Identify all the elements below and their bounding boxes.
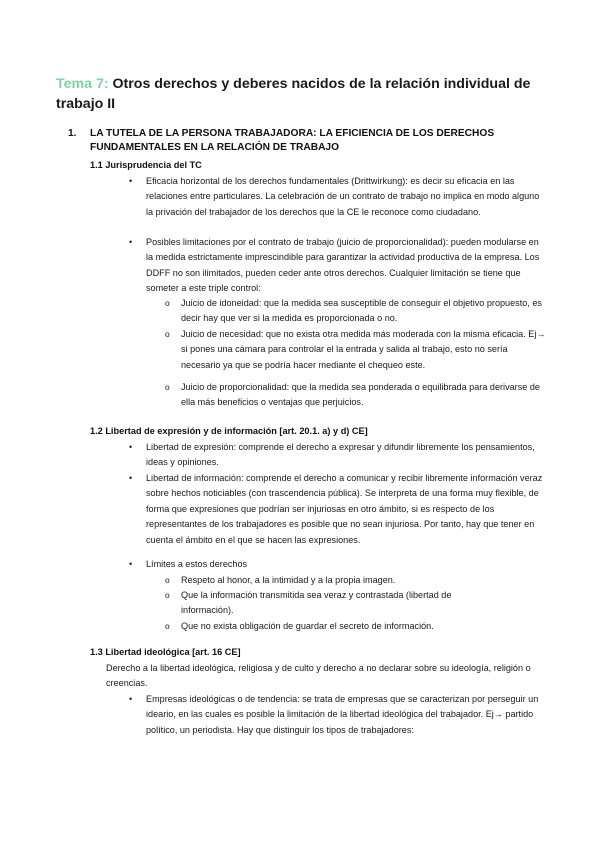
- list-item-text: Empresas ideológicas o de tendencia: se trata de empresas que se caracterizan por perseguir un ideario, en las cuales es posible la limitación de la libertad ideológica del trabajador. Ej→ partido político, un periodista. Hay que distinguir los tipos de trabajadores:: [146, 694, 539, 735]
- list-item: [129, 440, 544, 471]
- list-item-text: Límites a estos derechos: [146, 559, 248, 569]
- sub-list-item-text: Que no exista obligación de guardar el secreto de información.: [181, 621, 434, 631]
- circle-bullet-icon: o: [165, 590, 170, 600]
- list-item: [129, 174, 546, 220]
- subsection-1-2-heading: 1.2 Libertad de expresión y de información [art. 20.1. a) y d) CE]: [90, 426, 368, 436]
- circle-bullet-icon: o: [165, 621, 170, 631]
- sub-list-item-text: Respeto al honor, a la intimidad y a la propia imagen.: [181, 575, 396, 585]
- list-item-text: Libertad de expresión: comprende el derecho a expresar y difundir libremente los pensamientos, ideas y opiniones.: [146, 442, 535, 468]
- circle-bullet-icon: o: [165, 382, 170, 392]
- sub-list-item-text: Juicio de proporcionalidad: que la medida sea ponderada o equilibrada para derivarse de ella más beneficios o ventajas que perjuicios.: [181, 382, 540, 408]
- bullet-icon: •: [129, 559, 133, 569]
- sub-list-item: [165, 619, 546, 634]
- bullet-icon: •: [129, 237, 133, 247]
- title-text: Otros derechos y deberes nacidos de la relación individual de trabajo II: [56, 76, 531, 112]
- section-1-number: 1.: [68, 128, 77, 139]
- sub-list-item: [165, 380, 546, 411]
- sub-list-item-text: Juicio de idoneidad: que la medida sea susceptible de conseguir el objetivo propuesto, es decir hay que ver si la medida es proporcionada o no.: [181, 298, 542, 324]
- sub-list-item: [165, 327, 546, 373]
- list-item: [129, 557, 544, 572]
- circle-bullet-icon: o: [165, 329, 170, 339]
- section-1-title: LA TUTELA DE LA PERSONA TRABAJADORA: LA EFICIENCIA DE LOS DERECHOS FUNDAMENTALES EN LA RELACIÓN DE TRABAJO: [90, 128, 495, 153]
- list-item-text: Posibles limitaciones por el contrato de trabajo (juicio de proporcionalidad): pueden modularse en la medida estrictamente imprescindible para garantizar la actividad productiva de la empresa. Los DDFF no son ilimitados, pueden ceder ante otros derechos. Cualquier limitación se tiene que someter a este triple control:: [146, 237, 540, 294]
- sub-list-item: [165, 573, 546, 588]
- subsection-1-3-intro: Derecho a la libertad ideológica, religiosa y de culto y derecho a no declarar sobre su ideología, religión o creencias.: [106, 663, 531, 689]
- circle-bullet-icon: o: [165, 575, 170, 585]
- sub-list-item: [165, 588, 471, 619]
- bullet-icon: •: [129, 473, 133, 483]
- sub-list-item-text: Juicio de necesidad: que no exista otra medida más moderada con la misma eficacia. Ej→ si pones una cámara para controlar el la entrada y salida al trabajo, esto no sería necesario ya que se podría hacer mediante el chequeo este.: [181, 329, 546, 370]
- list-item: [129, 235, 544, 297]
- subsection-1-1-heading: 1.1 Jurisprudencia del TC: [90, 160, 202, 170]
- tema-label: Tema 7:: [56, 76, 109, 92]
- sub-list-item-text: Que la información transmitida sea veraz y contrastada (libertad de información).: [181, 590, 452, 616]
- circle-bullet-icon: o: [165, 298, 170, 308]
- bullet-icon: •: [129, 176, 133, 186]
- bullet-icon: •: [129, 694, 133, 704]
- sub-list-item: [165, 296, 546, 327]
- list-item-text: Libertad de información: comprende el derecho a comunicar y recibir libremente información veraz sobre hechos noticiables (con trascendencia pública). Se interpreta de una forma muy flexible, de forma que expresiones que podrían ser injuriosas en otro ámbito, si es respecto de los representantes de los trabajadores es posible que no sean injuriosa. Por tanto, hay que tener en cuenta el ámbito en el que se hacen las expresiones.: [146, 473, 543, 545]
- list-item: [129, 471, 544, 548]
- bullet-icon: •: [129, 442, 133, 452]
- list-item-text: Eficacia horizontal de los derechos fundamentales (Drittwirkung): es decir su eficacia en las relaciones entre particulares. La celebración de un contrato de trabajo no implica en modo alguno la privación del trabajador de los derechos que la CE le reconoce como ciudadano.: [146, 176, 540, 217]
- list-item: [129, 692, 546, 738]
- page-title: [56, 74, 556, 114]
- subsection-1-3-heading: 1.3 Libertad ideológica [art. 16 CE]: [90, 647, 241, 657]
